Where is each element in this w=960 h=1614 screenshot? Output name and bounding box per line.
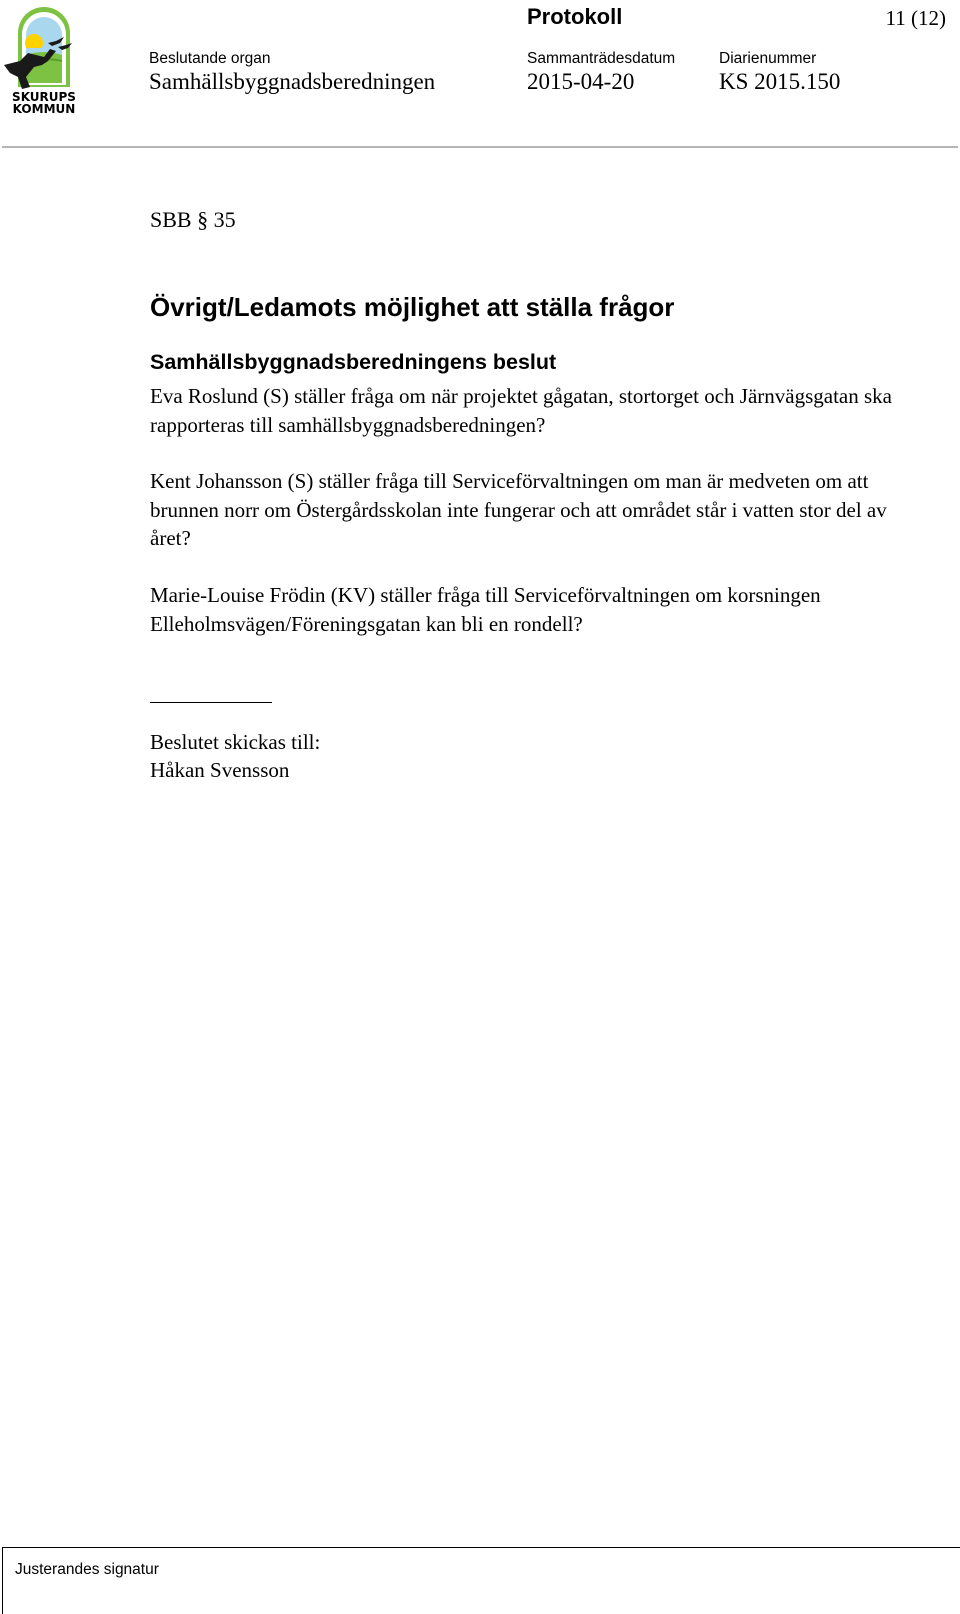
question-paragraph-1: Eva Roslund (S) ställer fråga om när projektet gågatan, stortorget och Järnvägsgatan ska rapporteras till samhällsbyggnadsberedningen?: [150, 384, 892, 437]
section-content: [150, 206, 920, 782]
paragraph-reference: SBB § 35: [150, 207, 236, 232]
separator-line: [150, 702, 272, 703]
signature-box: [2, 1547, 960, 1614]
question-paragraph-2: Kent Johansson (S) ställer fråga till Serviceförvaltningen om man är medveten om att brunnen norr om Östergårdsskolan inte fungerar och att området står i vatten stor del av året?: [150, 469, 887, 550]
header-divider: [2, 146, 958, 148]
date-value: 2015-04-20: [527, 69, 635, 94]
document-type: Protokoll: [527, 4, 623, 29]
page-number: 11 (12): [885, 6, 946, 30]
diary-label: Diarienummer: [719, 50, 817, 67]
signature-label: Justerandes signatur: [15, 1561, 159, 1578]
svg-text:SKURUPS: SKURUPS: [12, 90, 76, 104]
question-paragraph-3: Marie-Louise Frödin (KV) ställer fråga till Serviceförvaltningen om korsningen Elleholmsvägen/Föreningsgatan kan bli en rondell?: [150, 583, 821, 636]
organ-value: Samhällsbyggnadsberedningen: [149, 69, 436, 94]
skurups-kommun-logo-icon: [4, 3, 84, 118]
date-label: Sammanträdesdatum: [527, 50, 676, 67]
svg-text:KOMMUN: KOMMUN: [12, 102, 76, 116]
section-title: Övrigt/Ledamots möjlighet att ställa frågor: [150, 292, 675, 322]
decision-heading: Samhällsbyggnadsberedningens beslut: [150, 350, 557, 374]
municipality-logo: [4, 3, 84, 118]
diary-value: KS 2015.150: [719, 69, 841, 94]
sent-to-recipient: Håkan Svensson: [150, 758, 290, 782]
organ-label: Beslutande organ: [149, 50, 271, 67]
sent-to-label: Beslutet skickas till:: [150, 730, 321, 754]
